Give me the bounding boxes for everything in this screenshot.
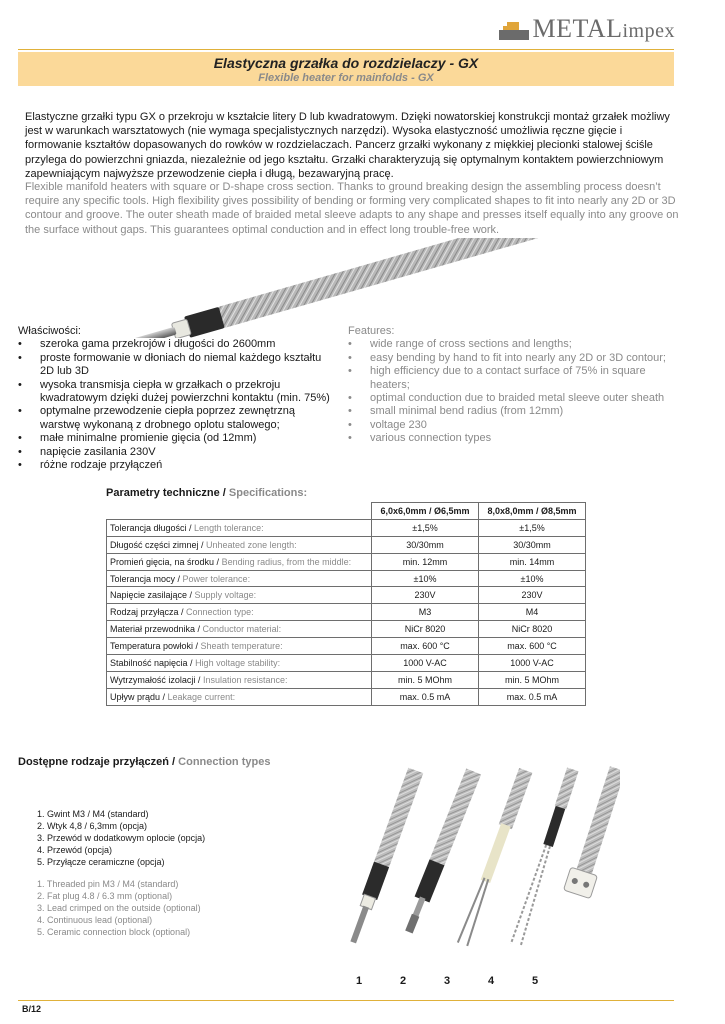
spec-value: min. 5 MOhm (479, 671, 586, 688)
features-pl-heading: Właściwości: (18, 325, 81, 337)
spec-label (107, 587, 372, 604)
list-item: 3. Przewód w dodatkowym oplocie (opcja) (37, 833, 206, 843)
feature-en-item: • optimal conduction due to braided metal sleeve outer sheath (348, 392, 678, 405)
spec-value: min. 12mm (372, 553, 479, 570)
table-row (107, 671, 586, 688)
spec-label (107, 671, 372, 688)
connector-number: 4 (488, 975, 495, 987)
feature-pl-item: • różne rodzaje przyłączeń (18, 459, 338, 472)
spec-label-en: Unheated zone length: (206, 539, 297, 550)
spec-value: NiCr 8020 (479, 621, 586, 638)
spec-label-en: Insulation resistance: (202, 674, 288, 685)
table-row (107, 519, 586, 536)
connections-list-en (37, 878, 201, 938)
spec-label-en: Power tolerance: (182, 573, 251, 584)
spec-label-pl: Tolerancja mocy / (110, 573, 183, 584)
features-en-heading: Features: (348, 325, 395, 337)
list-item: 2. Wtyk 4,8 / 6,3mm (opcja) (37, 821, 148, 831)
table-row (107, 587, 586, 604)
feature-pl-item: • szeroka gama przekrojów i długości do 2600mm (18, 338, 338, 351)
spec-value: ±10% (479, 570, 586, 587)
spec-value: 30/30mm (372, 536, 479, 553)
logo-text (533, 14, 675, 44)
feature-pl-item: • wysoka transmisja ciepła w grzałkach o przekroju kwadratowym dzięki dużej powierzchni kontaktu (min. 75%) (18, 379, 338, 406)
spec-label-en: Conductor material: (202, 624, 282, 635)
table-row (107, 536, 586, 553)
specs-col-header: 8,0x8,0mm / Ø8,5mm (479, 503, 586, 520)
spec-value: ±1,5% (372, 519, 479, 536)
specs-table (106, 502, 586, 706)
list-item: 5. Przyłącze ceramiczne (opcja) (37, 857, 165, 867)
spec-value: ±10% (372, 570, 479, 587)
logo-sub: impex (622, 20, 675, 42)
spec-label (107, 519, 372, 536)
spec-value: max. 600 °C (372, 638, 479, 655)
header-divider (18, 49, 674, 50)
specs-header-blank (107, 503, 372, 520)
logo-mark-icon (499, 18, 529, 40)
list-item: 1. Threaded pin M3 / M4 (standard) (37, 879, 179, 889)
spec-label-en: Bending radius, from the middle: (221, 556, 352, 567)
spec-label (107, 570, 372, 587)
spec-value: NiCr 8020 (372, 621, 479, 638)
spec-label-pl: Upływ prądu / (110, 691, 168, 702)
feature-en-item: • various connection types (348, 432, 678, 445)
connections-list-pl (37, 808, 205, 868)
features-en (348, 325, 678, 446)
page-subtitle: Flexible heater for mainfolds - GX (258, 72, 434, 84)
table-row (107, 570, 586, 587)
specs-header-row (107, 503, 586, 520)
feature-pl-item: • optymalne przewodzenie ciepła poprzez zewnętrzną warstwę wykonaną z drobnego oplotu stalowego; (18, 405, 338, 432)
specs-heading-pl: Parametry techniczne / (106, 487, 229, 499)
spec-label (107, 621, 372, 638)
spec-value: ±1,5% (479, 519, 586, 536)
spec-value: 1000 V-AC (479, 655, 586, 672)
heater-illustration (120, 238, 550, 338)
feature-pl-item: • proste formowanie w dłoniach do niemal każdego kształtu 2D lub 3D (18, 352, 338, 379)
logo-main: METAL (532, 14, 623, 43)
spec-label (107, 536, 372, 553)
spec-label-en: Leakage current: (167, 691, 236, 702)
connector-number: 1 (356, 975, 363, 987)
spec-value: 30/30mm (479, 536, 586, 553)
footer-divider (18, 1000, 674, 1001)
spec-label-pl: Stabilność napięcia / (110, 657, 196, 668)
company-logo (499, 12, 675, 46)
intro-text-en: Flexible manifold heaters with square or D-shape cross section. Thanks to ground breaking design the assembling process doesn’t require any specific tools. High flexibility gives possibility of bending or forming very complicated shapes to fit into nearly any 2D or 3D contour and groove. The outer sheath made of braided metal sleeve adapts to any shape and presses itself equally into any groove on the surface without gaps. This guarantees optimal conduction and in effect long trouble-free work. (25, 181, 679, 236)
spec-label (107, 638, 372, 655)
list-item: 5. Ceramic connection block (optional) (37, 927, 191, 937)
connector-number: 3 (444, 975, 451, 987)
list-item: 4. Continuous lead (optional) (37, 915, 153, 925)
spec-label-pl: Materiał przewodnika / (110, 624, 203, 635)
spec-value: 230V (479, 587, 586, 604)
connector-illustrations (340, 765, 620, 960)
specs-heading (106, 487, 307, 499)
intro-text-pl: Elastyczne grzałki typu GX o przekroju w kształcie litery D lub kwadratowym. Dzięki nowatorskiej konstrukcji montaż grzałek możliwy jest w warunkach warsztatowych (nie wymaga specjalistycznych narzędzi). Wysoka elastyczność umożliwia ręczne gięcie i formowanie kształtów dopasowanych do rowków w rozdzielaczach. Pancerz grzałki wykonany z miękkiej plecionki stalowej ściśle przylega do powierzchni gniazda, niezależnie od jego kształtu. Grzałki charakteryzują się optymalnym kontaktem powierzchniowym zapewniającym najwyższe przewodzenie ciepła i długą, bezawaryjną pracę. (25, 111, 670, 180)
spec-label-en: Supply voltage: (194, 590, 257, 601)
feature-en-item: • wide range of cross sections and lengths; (348, 338, 678, 351)
spec-value: max. 0.5 mA (479, 688, 586, 705)
page-number: B/12 (22, 1004, 42, 1014)
list-item: 1. Gwint M3 / M4 (standard) (37, 809, 149, 819)
spec-value: M3 (372, 604, 479, 621)
feature-en-item: • voltage 230 (348, 419, 678, 432)
spec-label-pl: Długość części zimnej / (110, 539, 207, 550)
spec-label-pl: Wytrzymałość izolacji / (110, 674, 203, 685)
feature-pl-item: • napięcie zasilania 230V (18, 446, 338, 459)
spec-label (107, 604, 372, 621)
spec-label (107, 655, 372, 672)
feature-en-item: • small minimal bend radius (from 12mm) (348, 405, 678, 418)
spec-label-pl: Rodzaj przyłącza / (110, 607, 187, 618)
feature-en-item: • easy bending by hand to fit into nearly any 2D or 3D contour; (348, 352, 678, 365)
spec-value: 230V (372, 587, 479, 604)
specs-heading-en: Specifications: (228, 487, 308, 499)
table-row (107, 655, 586, 672)
spec-value: M4 (479, 604, 586, 621)
table-row (107, 621, 586, 638)
spec-value: min. 5 MOhm (372, 671, 479, 688)
specs-col-header: 6,0x6,0mm / Ø6,5mm (372, 503, 479, 520)
list-item: 2. Fat plug 4.8 / 6.3 mm (optional) (37, 891, 173, 901)
spec-label-en: High voltage stability: (195, 657, 281, 668)
feature-en-item: • high efficiency due to a contact surface of 75% in square heaters; (348, 365, 678, 392)
spec-value: max. 600 °C (479, 638, 586, 655)
spec-value: min. 14mm (479, 553, 586, 570)
spec-label (107, 688, 372, 705)
connections-heading (18, 756, 270, 768)
spec-value: max. 0.5 mA (372, 688, 479, 705)
list-item: 4. Przewód (opcja) (37, 845, 113, 855)
connections-heading-pl: Dostępne rodzaje przyłączeń / (18, 756, 179, 768)
spec-label-en: Sheath temperature: (200, 641, 283, 652)
spec-label-en: Length tolerance: (194, 522, 264, 533)
spec-label-pl: Napięcie zasilające / (110, 590, 195, 601)
spec-value: 1000 V-AC (372, 655, 479, 672)
list-item: 3. Lead crimped on the outside (optional) (37, 903, 201, 913)
spec-label-pl: Temperatura powłoki / (110, 641, 201, 652)
spec-label-pl: Tolerancja długości / (110, 522, 195, 533)
spec-label (107, 553, 372, 570)
page-title: Elastyczna grzałka do rozdzielaczy - GX (213, 55, 479, 71)
table-row (107, 553, 586, 570)
connector-number: 2 (400, 975, 407, 987)
feature-pl-item: • małe minimalne promienie gięcia (od 12mm) (18, 432, 338, 445)
table-row (107, 638, 586, 655)
features-pl (18, 325, 338, 472)
spec-label-pl: Promień gięcia, na środku / (110, 556, 222, 567)
spec-label-en: Connection type: (186, 607, 254, 618)
table-row (107, 604, 586, 621)
connector-number: 5 (532, 975, 539, 987)
connections-heading-en: Connection types (178, 756, 271, 768)
table-row (107, 688, 586, 705)
